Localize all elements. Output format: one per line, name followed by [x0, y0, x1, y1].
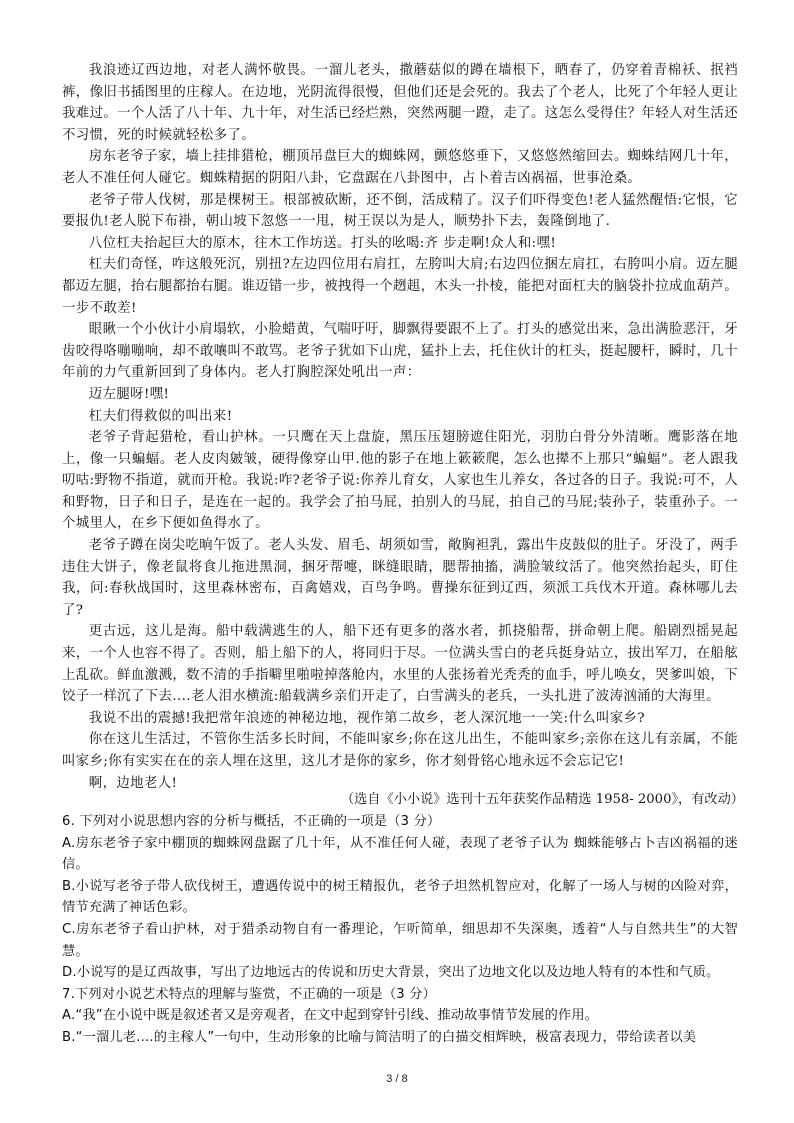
story-paragraph: 你在这儿生活过，不管你生活多长时间，不能叫家乡;你在这儿出生，不能叫家乡;亲你在这儿有亲属，不能叫家乡;你有实实在在的亲人埋在这里，这儿才是你的家乡，你才刻骨铭心地永远不会忘记它! — [62, 732, 738, 769]
story-paragraph: 啊，边地老人! — [88, 775, 178, 791]
story-paragraph: 杠夫们奇怪，咋这般死沉，别扭?左边四位用右肩扛，左胯叫大肩;右边四位捆左肩扛，右胯叫小肩。迈左腿都迈左腿，抬右腿都抬右腿。谁迈错一步，被拽得一个趔趄，木头一扑棱，能把对面杠夫的脑袋扑拉成血葫芦。一步不敢差! — [62, 257, 738, 316]
story-paragraph: 八位杠夫抬起巨大的原木，往木工作坊送。打头的吆喝:齐 步走啊!众人和:嘿! — [88, 235, 557, 251]
story-paragraph: 我浪迹辽西边地，对老人满怀敬畏。一溜儿老头，撒蘑菇似的蹲在墙根下，晒春了，仍穿着青棉袄、抿裆裤，像旧书插图里的庄稼人。在边地，光阴流得很慢，但他们还是会死的。我去了个老人，比死了个年轻人更让我难过。一个人活了八十年、九十年，对生活已经烂熟，突然两腿一蹬，走了。这怎么受得住？年轻人对生活还不习惯，死的时候就轻松多了。 — [62, 63, 738, 143]
question-section — [62, 811, 738, 1049]
question-7-stem: 7.下列对小说艺术特点的理解与鉴赏，不正确的一项是（3 分） — [62, 986, 437, 1002]
story-paragraph: 更古远，这儿是海。船中载满逃生的人，船下还有更多的落水者，抓挠船帮，拼命朝上爬。船剧烈摇晃起来，一个人也容不得了。否则，船上船下的人，将同归于尽。一位满头雪白的老兵挺身站立，拔出军刀，在船舷上乱砍。鲜血激溅，数不清的手指噼里啪啦掉落舱内，水里的人张扬着光秃秃的血手，呼儿唤女，哭爹叫娘，下饺子一样沉了下去....老人泪水横流:船载满乡亲们开走了，白雪满头的老兵，一头扎进了波涛汹涌的大海里。 — [62, 624, 738, 705]
question-6-option-c: C.房东老爷子看山护林，对于猎杀动物自有一番理论，乍听简单，细思却不失深奥，透着“人与自然共生”的大智慧。 — [62, 921, 738, 959]
question-7-option-b: B.“一溜儿老....的主稼人”一句中，生动形象的比喻与简洁明了的白描交相辉映，极富表现力，带给读者以美 — [62, 1029, 697, 1045]
question-6-stem: 6. 下列对小说思想内容的分析与概括，不正确的一项是（3 分） — [62, 814, 441, 829]
story-text — [62, 60, 738, 794]
question-7-option-a: A.“我”在小说中既是叙述者又是旁观者，在文中起到穿针引线、推动故事情节发展的作用。 — [62, 1008, 599, 1024]
question-6-option-a: A.房东老爷子家中棚顶的蜘蛛网盘踞了几十年，从不准任何人碰，表现了老爷子认为 蜘蛛能够占卜吉凶祸福的迷信。 — [62, 835, 738, 873]
story-paragraph: 老爷子带人伐树，那是棵树王。根部被砍断，还不倒，活成精了。汉子们吓得变色!老人猛然醒悟:它恨，它要报仇!老人脱下布褂，朝山坡下忽悠一一甩，树王误以为是人，顺势扑下去，轰隆倒地了. — [62, 192, 738, 230]
story-paragraph: 眼瞅一个小伙计小肩塌软，小脸蜡黄，气喘吁吁，脚飘得要跟不上了。打头的感觉出来，急出满脸恶汗，牙齿咬得咯嘣嘣响，却不敢嚷叫不敢骂。老爷子犹如下山虎，猛扑上去，托住伙计的杠头，挺起腰杆，瞬时，几十年前的力气重新回到了身体内。老人打胸腔深处吼出一声： — [62, 322, 738, 381]
question-6-option-d: D.小说写的是辽西故事，写出了边地远古的传说和历史大背景，突出了边地文化以及边地人特有的本性和气质。 — [62, 965, 720, 981]
story-paragraph: 房东老爷子家，墙上挂排猎枪，棚顶吊盘巨大的蜘蛛网，颤悠悠垂下，又悠悠然缩回去。蜘蛛结网几十年，老人不准任何人碰它。蜘蛛精据的阴阳八卦，它盘踞在八卦图中，占卜着吉凶祸福，世事沧桑。 — [62, 149, 738, 186]
story-paragraph: 老爷子蹲在岗尖吃晌午饭了。老人头发、眉毛、胡须如雪，敞胸袒乳，露出牛皮鼓似的肚子。牙没了，两手违住大饼子，像老鼠将食儿拖进黑洞，捆牙帮嚏，眯缝眼睛，腮帮抽搐，满脸皱纹活了。他突然抬起头，盯住我，问:春秋战国时，这里森林密布，百禽嬉戏，百鸟争鸣。曹操东征到辽西，须派工兵伐木开道。森林哪儿去了? — [62, 538, 738, 618]
story-paragraph: 我说不出的震撼!我把常年浪迹的神秘边地，视作第二故乡，老人深沉地一一笑:什么叫家乡? — [88, 710, 645, 726]
page-number: 3 / 8 — [386, 1073, 408, 1085]
question-6-option-b: B.小说写老爷子带人砍伐树王，遭遇传说中的树王精报仇，老爷子坦然机智应对，化解了一场人与树的凶险对弈，情节充满了神话色彩。 — [62, 878, 738, 916]
story-paragraph: 老爷子背起猎枪，看山护林。一只鹰在天上盘旋，黑压压翅膀遮住阳光，羽肋白骨分外清晰。鹰影落在地上，像一只蝙蝠。老人皮肉皴皱，硬得像穿山甲.他的影子在地上簌簌爬，怎么也撵不上那只“蝙蝠”。老人跟我叨咕:野物不指道，就而开枪。我说:咋?老爷子说:你养儿育女，人家也生儿养女，各过各的日子。我说:可不，人和野物，日子和日子，是连在一起的。我学会了拍马屁，拍别人的马屁，拍自己的马屁;装孙子，装重孙子。一个城里人，在乡下便如鱼得水了。 — [62, 430, 738, 532]
source-citation: （选自《小小说》选刊十五年获奖作品精选 1958- 2000》，有改动） — [340, 792, 744, 807]
story-paragraph: 迈左腿呀!嘿! — [88, 386, 170, 402]
story-paragraph: 杠夫们得救似的叫出来! — [88, 408, 233, 424]
